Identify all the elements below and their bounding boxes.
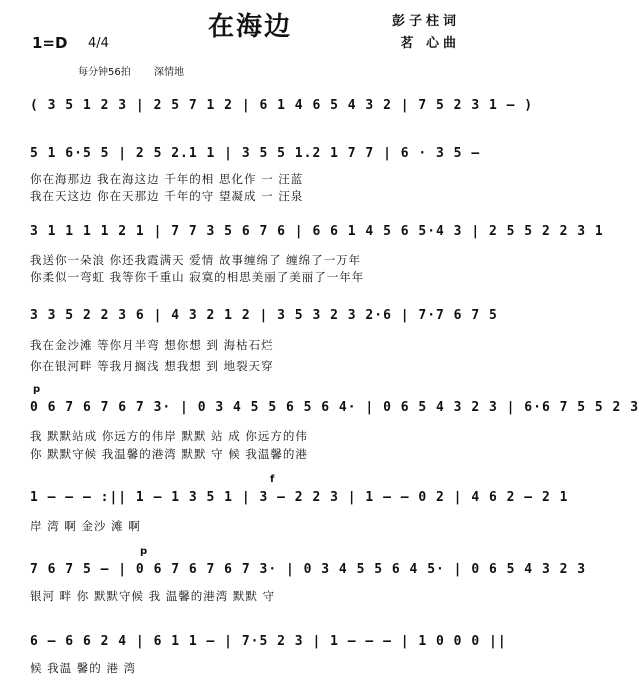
lyrics-line: 银河 畔 你 默默守候 我 温馨的港湾 默默 守 (30, 589, 276, 603)
notes-line: 0 6 7 6 7 6 7 3· | 0 3 4 5 5 6 5 6 4· | 0 6 5 4 3 2 3 | 6·6 7 5 5 2 3 (30, 400, 639, 415)
notes-line: 1 — — — :|| 1 — 1 3 5 1 | 3 — 2 2 3 | 1 — — 0 2 | 4 6 2 — 2 1 (30, 490, 569, 505)
music-row-1 (0, 92, 534, 132)
lyricist-credit: 彭子柱词 (391, 14, 460, 29)
expression-marking: 深情地 (154, 67, 184, 78)
time-signature: 4/4 (88, 36, 109, 51)
lyrics-verse-1: 我在金沙滩 等你月半弯 想你想 到 海枯石烂 (30, 338, 274, 352)
lyrics-verse-2: 你在银河畔 等我月搁浅 想我想 到 地裂天穿 (30, 359, 274, 373)
lyrics-line: 岸 湾 啊 金沙 滩 啊 (30, 519, 141, 533)
notes-line: 6 — 6 6 2 4 | 6 1 1 — | 7·5 2 3 | 1 — — — | 1 0 0 0 || (30, 634, 507, 649)
notes-line: ( 3 5 1 2 3 | 2 5 7 1 2 | 6 1 4 6 5 4 3 2 | 7 5 2 3 1 — ) (30, 98, 534, 113)
music-row-4 (0, 302, 500, 342)
lyrics-verse-2: 我在天这边 你在天那边 千年的守 望凝成 一 汪泉 (30, 189, 304, 203)
dynamic-mark-p: p (33, 384, 41, 395)
lyrics-verse-1: 我送你一朵浪 你还我霞满天 爱情 故事缠绵了 缠绵了一万年 (30, 253, 362, 267)
lyrics-verse-1: 我 默默站成 你远方的伟岸 默默 站 成 你远方的伟 (30, 429, 308, 443)
lyrics-line: 候 我温 馨的 港 湾 (30, 661, 137, 675)
notes-line: 7 6 7 5 — | 0 6 7 6 7 6 7 3· | 0 3 4 5 5 6 4 5· | 0 6 5 4 3 2 3 (30, 562, 587, 577)
song-title: 在海边 (207, 12, 292, 42)
notes-line: 3 1 1 1 1 2 1 | 7 7 3 5 6 7 6 | 6 6 1 4 5 6 5·4 3 | 2 5 5 2 2 3 1 (30, 224, 604, 239)
lyrics-verse-2: 你柔似一弯虹 我等你千重山 寂寞的相思美丽了美丽了一年年 (30, 270, 365, 284)
dynamic-mark-p: p (140, 546, 148, 557)
lyrics-verse-1: 你在海那边 我在海这边 千年的相 思化作 一 汪蓝 (30, 172, 304, 186)
notes-line: 5 1 6·5 5 | 2 5 2.1 1 | 3 5 5 1.2 1 7 7 | 6 · 3 5 — (30, 146, 481, 161)
key-signature: 1=D (32, 34, 68, 52)
tempo-marking: 每分钟56拍 (78, 67, 131, 78)
composer-credit: 茗 心曲 (400, 36, 460, 51)
dynamic-mark-f: f (270, 474, 275, 485)
lyrics-verse-2: 你 默默守候 我温馨的港湾 默默 守 候 我温馨的港 (30, 447, 308, 461)
notes-line: 3 3 5 2 2 3 6 | 4 3 2 1 2 | 3 5 3 2 3 2·6 | 7·7 6 7 5 (30, 308, 498, 323)
